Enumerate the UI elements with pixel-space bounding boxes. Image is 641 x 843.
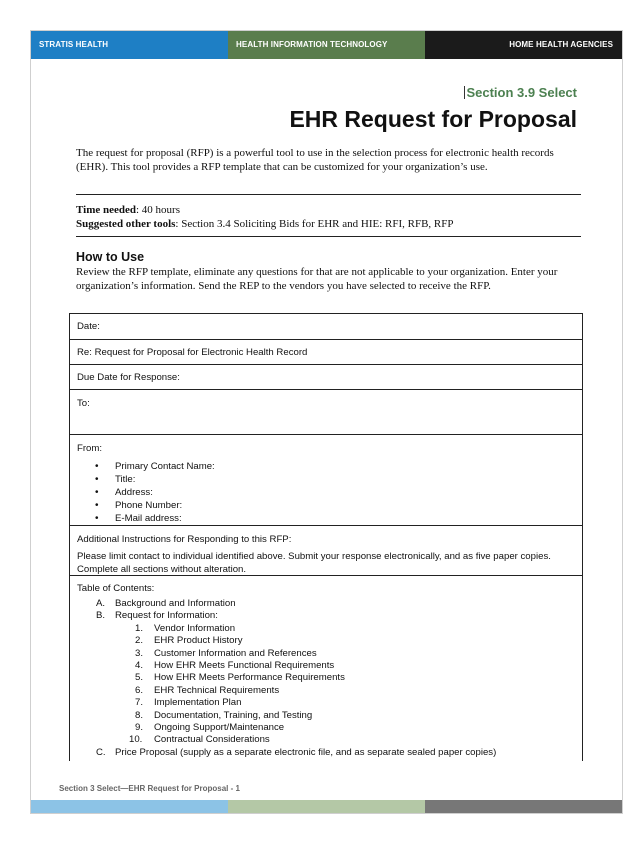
toc-sub-label: EHR Product History bbox=[154, 635, 243, 647]
toc-label: Background and Information bbox=[115, 598, 236, 609]
intro-paragraph: The request for proposal (RFP) is a powerful tool to use in the selection process for electronic health records (EHR). This tool provides a RFP template that can be customized for your organization’s use. bbox=[76, 147, 554, 173]
toc-sub-marker: 9. bbox=[135, 722, 144, 734]
section-label bbox=[464, 85, 577, 100]
document-page bbox=[30, 30, 623, 814]
form-row-due-date bbox=[70, 365, 582, 390]
section-label-text: Section 3.9 Select bbox=[466, 85, 577, 100]
to-label: To: bbox=[77, 398, 90, 409]
toc-marker: B. bbox=[96, 610, 106, 622]
additional-instructions-text: Please limit contact to individual identified above. Submit your response electronically, and as five paper copies. Complete all sections without alteration. bbox=[77, 551, 551, 575]
due-date-label: Due Date for Response: bbox=[77, 372, 180, 383]
page-title: EHR Request for Proposal bbox=[289, 106, 577, 132]
toc-sub-marker: 10. bbox=[129, 734, 143, 746]
toc-subitem bbox=[115, 672, 582, 684]
toc-subitem bbox=[115, 648, 582, 660]
form-row-re bbox=[70, 340, 582, 365]
toc-sub-marker: 3. bbox=[135, 647, 144, 659]
form-row-from bbox=[70, 435, 582, 526]
toc-label: Price Proposal (supply as a separate electronic file, and as separate sealed paper copies) bbox=[115, 746, 497, 758]
toc-sub-label: EHR Technical Requirements bbox=[154, 684, 280, 696]
suggested-tools-label: Suggested other tools bbox=[76, 218, 176, 230]
stripe-segment bbox=[425, 800, 622, 813]
toc-sub-marker: 8. bbox=[135, 709, 144, 721]
toc-item bbox=[77, 747, 582, 759]
form-row-additional-instructions bbox=[70, 526, 582, 576]
suggested-tools-value: : Section 3.4 Soliciting Bids for EHR and HIE: RFI, RFB, RFP bbox=[175, 218, 454, 230]
suggested-tools bbox=[76, 217, 581, 231]
date-label: Date: bbox=[77, 321, 100, 332]
banner-audience: HOME HEALTH AGENCIES bbox=[425, 31, 622, 59]
toc-heading: Table of Contents: bbox=[77, 583, 155, 594]
toc-sub-marker: 7. bbox=[135, 697, 144, 709]
time-needed-label: Time needed bbox=[76, 204, 136, 216]
rfp-template-form bbox=[69, 313, 583, 761]
toc-list bbox=[77, 598, 582, 759]
toc-marker: C. bbox=[96, 746, 106, 758]
divider bbox=[76, 236, 581, 237]
toc-subitem bbox=[115, 722, 582, 734]
toc-subitem bbox=[115, 685, 582, 697]
toc-sub-marker: 4. bbox=[135, 660, 144, 672]
toc-sub-label: Ongoing Support/Maintenance bbox=[154, 722, 285, 734]
form-row-date bbox=[70, 314, 582, 340]
page-footer: Section 3 Select—EHR Request for Proposal - 1 bbox=[59, 784, 240, 793]
additional-instructions-heading: Additional Instructions for Responding to this RFP: bbox=[77, 534, 292, 545]
toc-subitem bbox=[115, 623, 582, 635]
toc-sub-label: Vendor Information bbox=[154, 622, 236, 634]
list-item: • Phone Number: bbox=[77, 499, 582, 512]
form-row-to bbox=[70, 390, 582, 435]
toc-sub-label: Customer Information and References bbox=[154, 647, 317, 659]
toc-marker: A. bbox=[96, 598, 106, 609]
toc-sub-marker: 5. bbox=[135, 672, 144, 684]
toc-sub-label: Documentation, Training, and Testing bbox=[154, 709, 313, 721]
toc-label: Request for Information: bbox=[115, 610, 218, 622]
banner-organization: STRATIS HEALTH bbox=[31, 31, 228, 59]
toc-sublist bbox=[115, 623, 582, 747]
form-row-table-of-contents bbox=[70, 576, 582, 761]
toc-subitem bbox=[115, 635, 582, 647]
toc-sub-label: How EHR Meets Functional Requirements bbox=[154, 660, 335, 672]
list-item: • Address: bbox=[77, 486, 582, 499]
how-to-use-text: Review the RFP template, eliminate any questions for that are not applicable to your organization. Enter your organization’s information. Send the REP to the vendors you have selected to receive the RFP. bbox=[76, 266, 558, 292]
toc-subitem bbox=[115, 660, 582, 672]
banner-toolkit: HEALTH INFORMATION TECHNOLOGY TOOLKIT bbox=[228, 31, 425, 59]
toc-item bbox=[77, 610, 582, 746]
stripe-segment bbox=[228, 800, 425, 813]
time-needed bbox=[76, 203, 581, 217]
toc-subitem bbox=[115, 710, 582, 722]
toc-subitem bbox=[115, 697, 582, 709]
header-banner bbox=[31, 31, 622, 77]
toc-subitem bbox=[115, 734, 582, 746]
meta-block bbox=[76, 203, 581, 231]
toc-sub-label: Contractual Considerations bbox=[154, 734, 270, 746]
toc-sub-label: How EHR Meets Performance Requirements bbox=[154, 672, 345, 684]
how-to-use-heading: How to Use bbox=[76, 250, 145, 264]
from-label: From: bbox=[77, 443, 103, 454]
toc-item bbox=[77, 598, 582, 610]
divider bbox=[76, 194, 581, 195]
time-needed-value: : 40 hours bbox=[136, 204, 180, 216]
footer-stripe bbox=[31, 800, 622, 813]
stripe-segment bbox=[31, 800, 228, 813]
list-item: • Title: bbox=[77, 473, 582, 486]
list-item: • Primary Contact Name: bbox=[77, 460, 582, 473]
toc-sub-marker: 1. bbox=[135, 622, 144, 634]
list-item: • E-Mail address: bbox=[77, 512, 582, 525]
toc-sub-marker: 2. bbox=[135, 635, 144, 647]
toc-sub-marker: 6. bbox=[135, 684, 144, 696]
from-fields-list bbox=[77, 460, 582, 525]
re-label: Re: Request for Proposal for Electronic Health Record bbox=[77, 347, 308, 358]
toc-sub-label: Implementation Plan bbox=[154, 697, 242, 709]
